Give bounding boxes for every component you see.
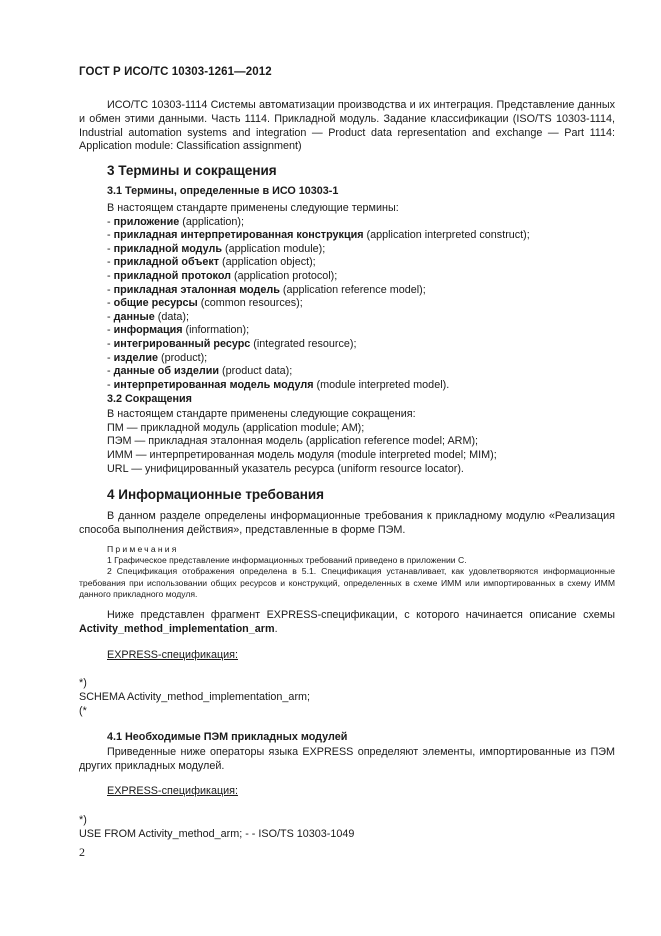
- term-translation: (application protocol);: [231, 269, 338, 282]
- term-item: - общие ресурсы (common resources);: [107, 297, 303, 310]
- abbreviation-item: ИММ — интерпретированная модель модуля (module interpreted model; MIM);: [107, 449, 497, 462]
- abbreviation-item: ПМ — прикладной модуль (application module; AM);: [107, 421, 365, 434]
- term-item: - прикладной модуль (application module);: [107, 242, 326, 255]
- term-translation: (application object);: [219, 256, 316, 269]
- term-translation: (product data);: [219, 365, 293, 378]
- page-number: 2: [79, 845, 85, 859]
- term-item: - интерпретированная модель модуля (module interpreted model).: [107, 378, 450, 391]
- term-item: - данные (data);: [107, 310, 189, 323]
- express-spec-label-2: EXPRESS-спецификация:: [107, 785, 239, 797]
- term-name: прикладная интерпретированная конструкция: [113, 229, 364, 242]
- code-line: *): [79, 677, 87, 689]
- document-header: ГОСТ Р ИСО/ТС 10303-1261—2012: [79, 66, 272, 78]
- term-translation: (application reference model);: [279, 283, 426, 296]
- section-4-paragraph: В данном разделе определены информационные требования к прикладному модулю «Реализация способа выполнения действия», представленные в форме ПЭМ.: [79, 510, 615, 536]
- term-item: - данные об изделии (product data);: [107, 365, 293, 378]
- term-item: - изделие (product);: [107, 351, 208, 364]
- section-3-heading: 3 Термины и сокращения: [107, 163, 277, 178]
- note-1: 1 Графическое представление информационных требований приведено в приложении С.: [107, 555, 467, 566]
- term-translation: (product);: [157, 351, 208, 364]
- term-translation: (application interpreted construct);: [363, 229, 530, 242]
- term-name: данные: [113, 310, 155, 323]
- term-name: изделие: [113, 351, 158, 364]
- code-line: *): [79, 814, 87, 826]
- term-name: прикладной модуль: [113, 242, 223, 255]
- term-item: - интегрированный ресурс (integrated resource);: [107, 337, 357, 350]
- section-3-2-heading: 3.2 Сокращения: [107, 393, 192, 405]
- term-name: данные об изделии: [113, 365, 219, 378]
- term-name: интегрированный ресурс: [113, 337, 251, 350]
- term-item: - прикладной протокол (application protocol);: [107, 269, 338, 282]
- code-line: USE FROM Activity_method_arm; - - ISO/TS 10303-1049: [79, 827, 355, 840]
- code-line: SCHEMA Activity_method_implementation_arm;: [79, 690, 311, 703]
- notes-title: Примечания: [107, 544, 179, 554]
- term-name: интерпретированная модель модуля: [113, 378, 314, 391]
- section-4-1-heading: 4.1 Необходимые ПЭМ прикладных модулей: [107, 731, 348, 743]
- term-translation: (module interpreted model).: [313, 378, 450, 391]
- express-code-block: [79, 677, 310, 718]
- schema-name: Activity_method_implementation_arm: [79, 622, 275, 635]
- term-translation: (integrated resource);: [250, 337, 357, 350]
- note-2: 2 Спецификация отображения определена в 5.1. Спецификация устанавливает, как удовлетворяются информационные требования при использовании общих ресурсов и конструкций, определенных в схеме ИММ или импортированных в схему ИММ данного прикладного модуля.: [79, 566, 615, 599]
- term-name: прикладная эталонная модель: [113, 283, 280, 296]
- abbreviations-intro: В настоящем стандарте применены следующие сокращения:: [107, 408, 416, 420]
- express-spec-label: EXPRESS-спецификация:: [107, 649, 239, 661]
- notes-block: [79, 544, 615, 600]
- term-name: прикладной протокол: [113, 269, 231, 282]
- normative-reference-paragraph: ИСО/ТС 10303-1114 Системы автоматизации производства и их интеграция. Представление данных и обмен этими данными. Часть 1114. Прикладной модуль. Задание классификации (ISO/TS 10303-1114, Industrial automation systems and integration — Product data representation and exchange — Part 1114: Application module: Classification assignment): [79, 99, 615, 153]
- term-translation: (common resources);: [197, 297, 303, 310]
- term-translation: (information);: [182, 324, 250, 337]
- express-intro-end: .: [274, 622, 278, 635]
- term-name: информация: [113, 324, 183, 337]
- section-4-heading: 4 Информационные требования: [107, 487, 325, 502]
- term-item: - прикладной объект (application object);: [107, 256, 316, 269]
- abbreviations-list: [107, 408, 497, 477]
- abbreviation-item: ПЭМ — прикладная эталонная модель (application reference model; ARM);: [107, 435, 479, 448]
- express-code-block-2: [79, 814, 354, 842]
- express-intro-text: Ниже представлен фрагмент EXPRESS-спецификации, с которого начинается описание схемы: [107, 609, 615, 621]
- term-translation: (application module);: [222, 242, 326, 255]
- term-name: общие ресурсы: [113, 297, 198, 310]
- express-intro-paragraph: [79, 609, 615, 637]
- section-4-1-paragraph: Приведенные ниже операторы языка EXPRESS определяют элементы, импортированные из ПЭМ других прикладных модулей.: [79, 746, 615, 772]
- term-translation: (data);: [154, 310, 189, 323]
- term-name: приложение: [113, 215, 180, 228]
- term-name: прикладной объект: [113, 256, 220, 269]
- terms-intro: В настоящем стандарте применены следующие термины:: [107, 202, 399, 214]
- term-item: - прикладная эталонная модель (application reference model);: [107, 283, 426, 296]
- code-line: (*: [79, 704, 87, 717]
- term-translation: (application);: [179, 215, 245, 228]
- terms-list: [107, 202, 530, 392]
- section-3-1-heading: 3.1 Термины, определенные в ИСО 10303-1: [107, 185, 339, 197]
- term-item: - информация (information);: [107, 324, 250, 337]
- term-item: - прикладная интерпретированная конструкция (application interpreted construct);: [107, 229, 530, 242]
- term-item: - приложение (application);: [107, 215, 245, 228]
- abbreviation-item: URL — унифицированный указатель ресурса (uniform resource locator).: [107, 462, 464, 475]
